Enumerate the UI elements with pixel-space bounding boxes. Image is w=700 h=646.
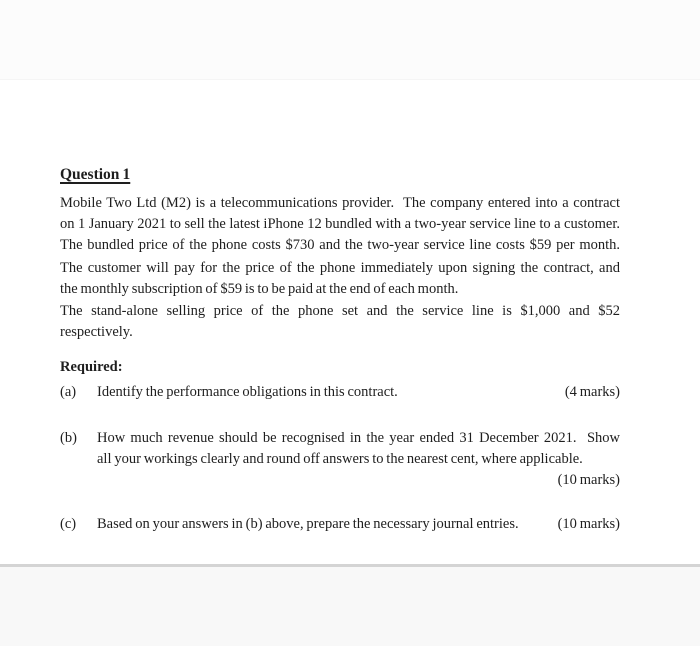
item-row [97,514,620,535]
item-label: (b) [60,430,77,446]
required-heading: Required: [60,359,123,375]
item-text-line: How much revenue should be recognised in the year ended 31 December 2021. Show [97,430,620,446]
page-top-margin-band [0,0,700,80]
page-bottom-band [0,564,700,646]
paragraph-line: the monthly subscription of $59 is to be paid at the end of each month. [60,281,459,297]
marks-badge: (10 marks) [557,472,620,488]
item-row [97,382,620,403]
item-label: (c) [60,516,77,532]
requirement-item-b [60,428,620,491]
paragraph-line: Mobile Two Ltd (M2) is a telecommunications provider. The company entered into a contract [60,195,620,211]
item-text-line: all your workings clearly and round off answers to the nearest cent, where applicable. [97,451,583,467]
question-content [60,164,620,535]
item-text: Based on your answers in (b) above, prepare the necessary journal entries. [97,516,519,532]
marks-badge: (4 marks) [564,384,620,400]
item-label: (a) [60,384,77,400]
paragraph-line: The customer will pay for the price of the phone immediately upon signing the contract, and [60,260,620,276]
requirement-item-c [60,514,620,535]
paragraph-line: The bundled price of the phone costs $730 and the two-year service line costs $59 per month. [60,237,620,253]
requirement-item-a [60,382,620,403]
paragraph-payment-terms [60,258,620,300]
paragraph-standalone-prices [60,301,620,343]
marks-badge: (10 marks) [557,516,620,532]
question-title: Question 1 [60,166,131,183]
paragraph-line: on 1 January 2021 to sell the latest iPhone 12 bundled with a two-year service line to a customer. [60,216,620,232]
item-body [97,428,620,491]
item-text: Identify the performance obligations in this contract. [97,384,398,400]
paragraph-contract-intro [60,193,620,256]
paragraph-line: respectively. [60,324,133,340]
paragraph-line: The stand-alone selling price of the phone set and the service line is $1,000 and $52 [60,303,620,319]
